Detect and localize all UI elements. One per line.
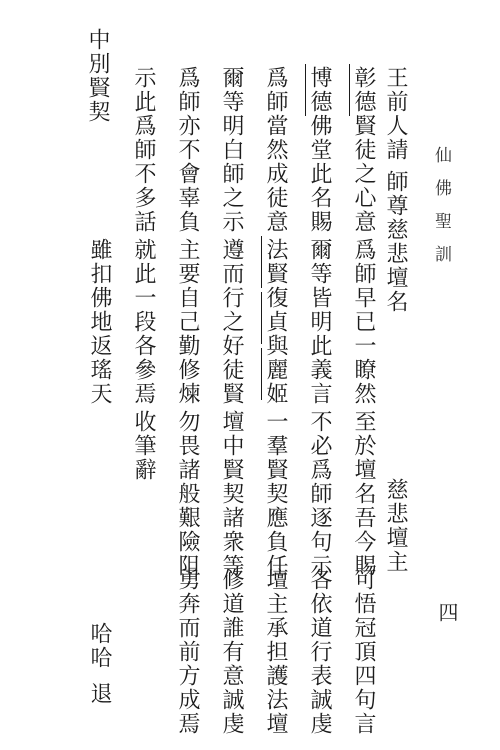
line-2-d: 可悟冠頂四句言 bbox=[351, 568, 376, 736]
line-1-b: 師尊慈悲壇名 bbox=[383, 170, 408, 314]
line-4-a: 爲師當然成徒意 bbox=[263, 66, 288, 234]
line-9-a: 中別賢契 bbox=[85, 28, 110, 124]
proper-name-mark bbox=[261, 292, 262, 344]
line-1-c: 慈悲壇主 bbox=[383, 478, 408, 574]
line-7-a: 示此爲師不多話 bbox=[131, 66, 156, 234]
line-7-b: 就此一段各參焉 bbox=[131, 238, 156, 406]
line-3-d: 各依道行表誠虔 bbox=[307, 568, 332, 736]
proper-name-mark bbox=[305, 64, 306, 116]
line-2-a: 彰德賢徒之心意 bbox=[351, 66, 376, 234]
line-8-a: 雖扣佛地返瑤天 bbox=[87, 238, 112, 406]
line-3-c: 不必爲師逐句示 bbox=[307, 410, 332, 578]
line-4-c: 一羣賢契應負任 bbox=[263, 410, 288, 578]
running-title: 仙佛聖訓 bbox=[431, 146, 451, 278]
line-1-a: 王前人請 bbox=[383, 66, 408, 162]
line-5-d: 修道誰有意誠虔 bbox=[219, 568, 244, 736]
line-6-c: 勿畏諸般艱險阻 bbox=[175, 410, 200, 578]
line-6-b: 主要自己勤修煉 bbox=[175, 238, 200, 406]
line-5-b: 遵而行之好徒賢 bbox=[219, 238, 244, 406]
line-5-a: 爾等明白師之示 bbox=[219, 66, 244, 234]
line-8-b: 哈哈 bbox=[87, 622, 112, 670]
line-2-c: 至於壇名吾今賜 bbox=[351, 410, 376, 578]
page-number: 四 bbox=[435, 602, 459, 622]
line-6-a: 爲師亦不會辜負 bbox=[175, 66, 200, 234]
proper-name-mark bbox=[349, 64, 350, 116]
line-3-b: 爾等皆明此義言 bbox=[307, 238, 332, 406]
line-2-b: 爲師早已一瞭然 bbox=[351, 238, 376, 406]
line-3-a: 博德佛堂此名賜 bbox=[307, 66, 332, 234]
proper-name-mark bbox=[261, 236, 262, 288]
proper-name-mark bbox=[261, 348, 262, 400]
line-4-d: 壇主承担護法壇 bbox=[263, 568, 288, 736]
line-7-c: 收筆辭 bbox=[131, 410, 156, 482]
line-6-d: 勇奔而前方成焉 bbox=[175, 568, 200, 736]
line-5-c: 壇中賢契諸衆等 bbox=[219, 410, 244, 578]
line-8-c: 退 bbox=[87, 682, 112, 706]
line-4-b: 法賢復貞與麗姬 bbox=[263, 238, 288, 406]
